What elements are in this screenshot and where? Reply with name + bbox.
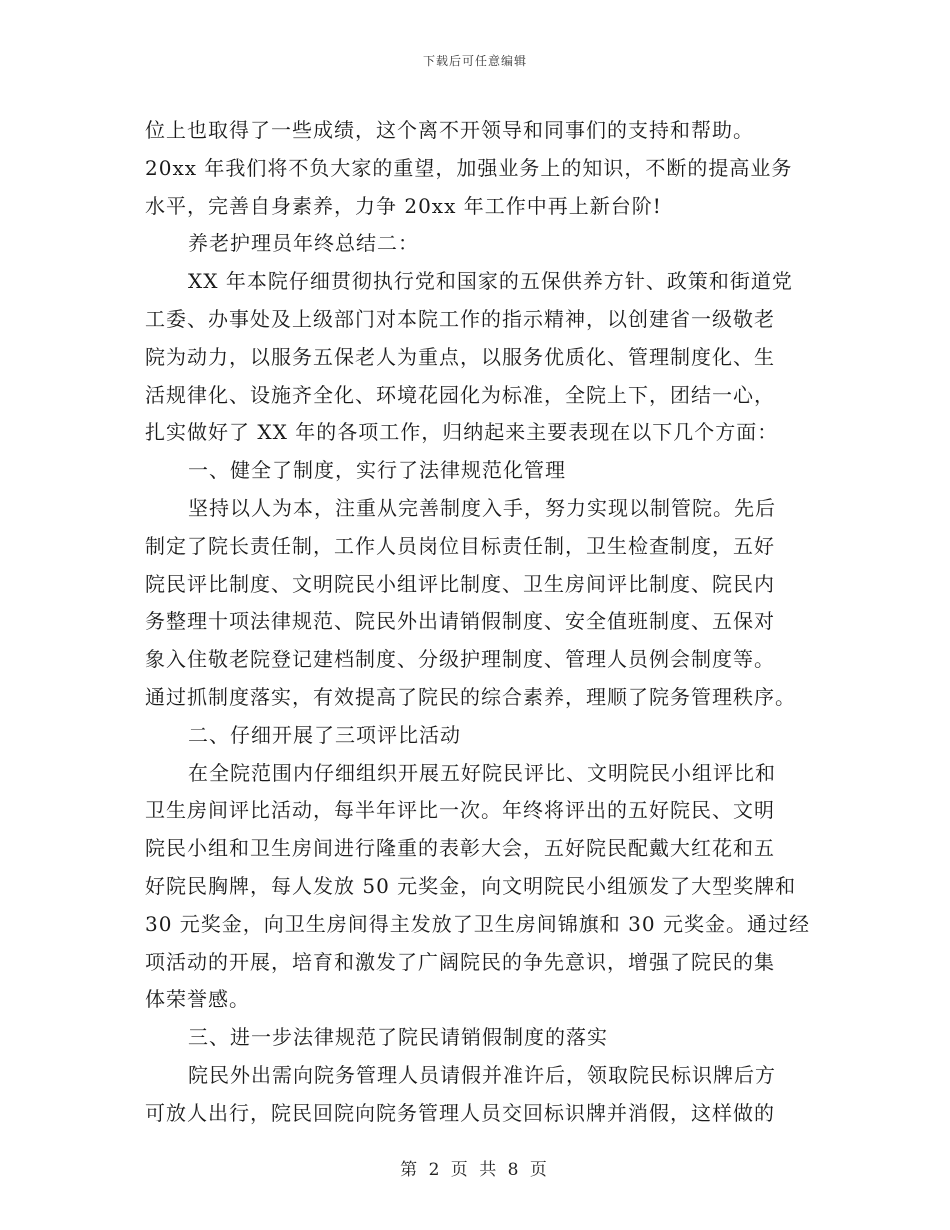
page-footer: 第 2 页 共 8 页 — [400, 1160, 550, 1180]
text-line: XX 年本院仔细贯彻执行党和国家的五保供养方针、政策和街道党 — [188, 269, 793, 294]
page-header: 下载后可任意编辑 — [422, 54, 527, 68]
text-line: 院为动力，以服务五保老人为重点，以服务优质化、管理制度化、生 — [145, 344, 775, 369]
text-line: 扎实做好了 XX 年的各项工作，归纳起来主要表现在以下几个方面： — [145, 420, 779, 445]
text-line: 务整理十项法律规范、院民外出请销假制度、安全值班制度、五保对 — [145, 609, 775, 634]
text-line: 院民外出需向院务管理人员请假并准许后，领取院民标识牌后方 — [188, 1062, 776, 1087]
text-line: 院民小组和卫生房间进行隆重的表彰大会，五好院民配戴大红花和五 — [145, 836, 775, 861]
text-line: 养老护理员年终总结二： — [188, 231, 419, 256]
document-body — [145, 112, 810, 1133]
text-line: 象入住敬老院登记建档制度、分级护理制度、管理人员例会制度等。 — [145, 647, 775, 672]
text-line: 水平，完善自身素养，力争 20xx 年工作中再上新台阶! — [145, 193, 662, 218]
text-line: 在全院范围内仔细组织开展五好院民评比、文明院民小组评比和 — [188, 760, 776, 785]
text-line: 一、健全了制度，实行了法律规范化管理 — [188, 458, 566, 483]
text-line: 30 元奖金，向卫生房间得主发放了卫生房间锦旗和 30 元奖金。通过经 — [145, 911, 810, 936]
text-line: 活规律化、设施齐全化、环境花园化为标准，全院上下，团结一心， — [145, 382, 775, 407]
text-line: 好院民胸牌，每人发放 50 元奖金，向文明院民小组颁发了大型奖牌和 — [145, 873, 797, 898]
text-line: 工委、办事处及上级部门对本院工作的指示精神，以创建省一级敬老 — [145, 306, 775, 331]
text-line: 三、进一步法律规范了院民请销假制度的落实 — [188, 1025, 608, 1050]
text-line: 20xx 年我们将不负大家的重望，加强业务上的知识，不断的提高业务 — [145, 155, 793, 180]
text-line: 通过抓制度落实，有效提高了院民的综合素养，理顺了院务管理秩序。 — [145, 684, 796, 709]
text-line: 体荣誉感。 — [145, 987, 250, 1012]
text-line: 坚持以人为本，注重从完善制度入手，努力实现以制管院。先后 — [188, 495, 776, 520]
text-line: 项活动的开展，培育和激发了广阔院民的争先意识，增强了院民的集 — [145, 949, 775, 974]
text-line: 位上也取得了一些成绩，这个离不开领导和同事们的支持和帮助。 — [145, 118, 754, 142]
text-line: 制定了院长责任制，工作人员岗位目标责任制，卫生检查制度，五好 — [145, 533, 775, 558]
text-line: 卫生房间评比活动，每半年评比一次。年终将评出的五好院民、文明 — [145, 798, 775, 823]
text-line: 院民评比制度、文明院民小组评比制度、卫生房间评比制度、院民内 — [145, 571, 775, 596]
text-line: 可放人出行，院民回院向院务管理人员交回标识牌并消假，这样做的 — [145, 1100, 775, 1125]
text-line: 二、仔细开展了三项评比活动 — [188, 722, 461, 747]
